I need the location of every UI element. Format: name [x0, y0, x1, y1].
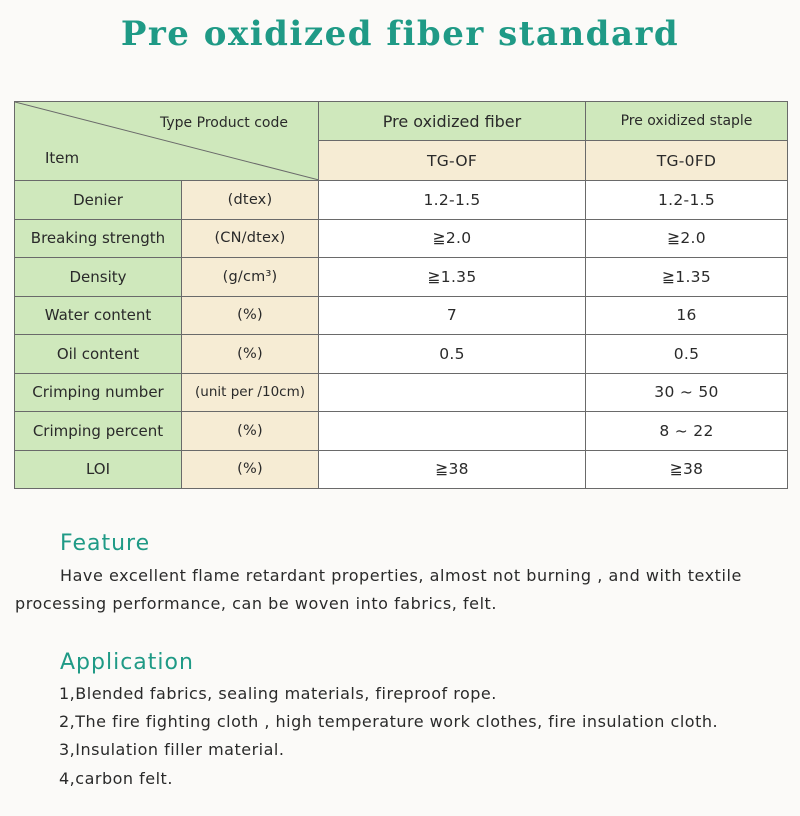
row-value-2: 0.5 [586, 335, 788, 374]
row-item: Oil content [15, 335, 182, 374]
row-value-2: ≧2.0 [586, 219, 788, 258]
row-value-2: ≧1.35 [586, 258, 788, 297]
diagonal-line [15, 102, 319, 180]
row-item: Crimping number [15, 373, 182, 412]
row-item: Breaking strength [15, 219, 182, 258]
application-heading: Application [60, 650, 194, 675]
row-unit: (%) [182, 450, 319, 489]
application-item: 1,Blended fabrics, sealing materials, fireproof rope. [59, 684, 497, 703]
row-unit: (dtex) [182, 181, 319, 220]
row-value-1 [319, 373, 586, 412]
feature-text-line-1: Have excellent flame retardant properties, almost not burning , and with textile [60, 566, 742, 585]
row-value-2: 16 [586, 296, 788, 335]
row-value-1: 7 [319, 296, 586, 335]
row-value-1: 1.2-1.5 [319, 181, 586, 220]
table-row [15, 181, 788, 220]
product-code-2: TG-0FD [586, 141, 788, 181]
table-row [15, 373, 788, 412]
product-name-2: Pre oxidized staple [586, 102, 788, 141]
row-value-1: ≧38 [319, 450, 586, 489]
row-value-2: 30 ~ 50 [586, 373, 788, 412]
table-row [15, 219, 788, 258]
table-row [15, 335, 788, 374]
row-item: LOI [15, 450, 182, 489]
product-name-1: Pre oxidized fiber [319, 102, 586, 141]
row-unit: (unit per /10cm) [182, 373, 319, 412]
row-value-2: ≧38 [586, 450, 788, 489]
row-unit: (%) [182, 335, 319, 374]
row-item: Density [15, 258, 182, 297]
row-value-1 [319, 412, 586, 451]
header-item: Item [45, 149, 80, 167]
feature-heading: Feature [60, 531, 151, 556]
row-value-1: ≧1.35 [319, 258, 586, 297]
row-unit: (CN/dtex) [182, 219, 319, 258]
application-item: 3,Insulation filler material. [59, 740, 285, 759]
table-header-row [15, 102, 788, 141]
row-value-2: 1.2-1.5 [586, 181, 788, 220]
table-row [15, 450, 788, 489]
row-unit: (g/cm³) [182, 258, 319, 297]
row-value-1: ≧2.0 [319, 219, 586, 258]
table-row [15, 296, 788, 335]
table-row [15, 412, 788, 451]
application-item: 4,carbon felt. [59, 769, 173, 788]
row-unit: (%) [182, 412, 319, 451]
row-value-2: 8 ~ 22 [586, 412, 788, 451]
table-row [15, 258, 788, 297]
row-value-1: 0.5 [319, 335, 586, 374]
row-item: Crimping percent [15, 412, 182, 451]
product-code-1: TG-OF [319, 141, 586, 181]
row-item: Water content [15, 296, 182, 335]
application-item: 2,The fire fighting cloth , high temperature work clothes, fire insulation cloth. [59, 712, 719, 731]
diagonal-header-cell [15, 102, 319, 181]
page-title: Pre oxidized fiber standard [120, 14, 680, 54]
feature-text-line-2: processing performance, can be woven into fabrics, felt. [15, 594, 498, 613]
row-item: Denier [15, 181, 182, 220]
spec-table [14, 101, 788, 489]
row-unit: (%) [182, 296, 319, 335]
header-type-product-code: Type Product code [160, 115, 288, 131]
